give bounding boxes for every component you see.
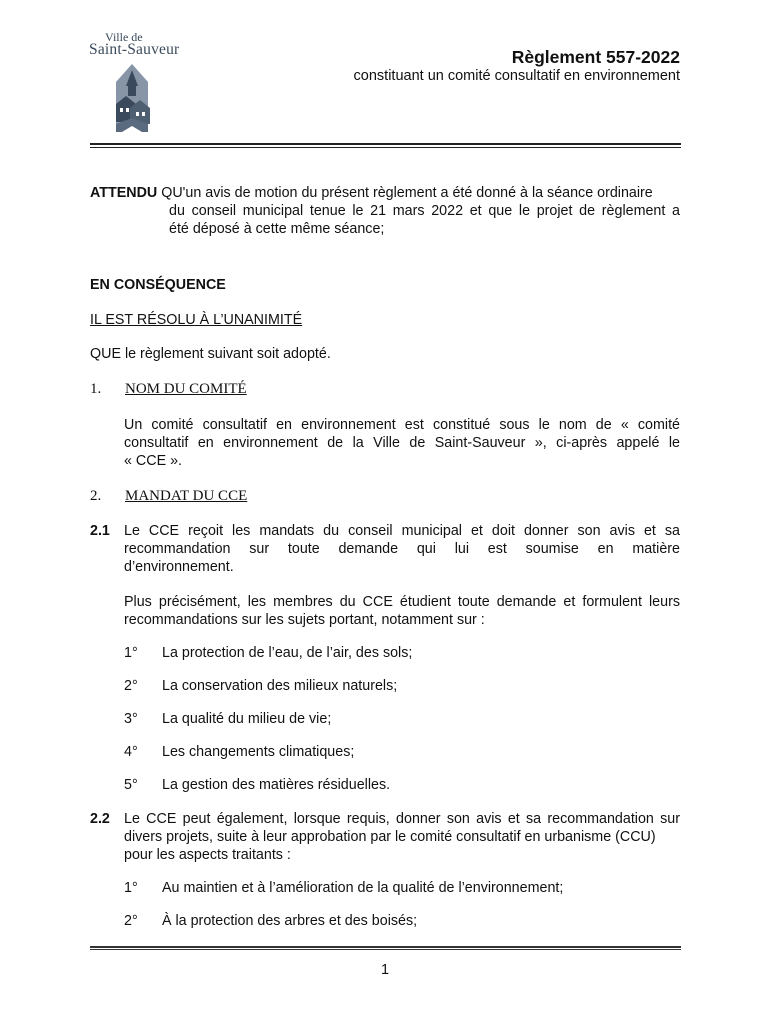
adoption-statement: QUE le règlement suivant soit adopté. <box>90 346 331 362</box>
subsection-2-1-para2-line1: Plus précisément, les membres du CCE étudient toute demande et formulent leurs <box>124 594 680 610</box>
subsection-2-1-line3: d’environnement. <box>124 559 234 575</box>
header-rule <box>90 143 681 145</box>
section-1-heading: NOM DU COMITÉ <box>125 381 247 397</box>
section-1-line1: Un comité consultatif en environnement est constitué sous le nom de « comité <box>124 417 680 433</box>
church-town-logo-icon <box>112 62 152 134</box>
subsection-2-2-line3: pour les aspects traitants : <box>124 847 291 863</box>
list-item: Les changements climatiques; <box>162 744 355 760</box>
list-item-number: 4° <box>124 744 138 760</box>
subsection-2-1-line2: recommandation sur toute demande qui lui est soumise en matière <box>124 541 680 557</box>
section-2-heading: MANDAT DU CCE <box>125 488 248 504</box>
logo-text-ville-de: Ville de <box>105 30 143 44</box>
list-item: Au maintien et à l’amélioration de la qualité de l’environnement; <box>162 880 564 896</box>
subsection-2-2-number: 2.2 <box>90 811 110 827</box>
subsection-2-1-number: 2.1 <box>90 523 110 539</box>
subsection-2-2-line2: divers projets, suite à leur approbation par le comité consultatif en urbanisme (CCU) <box>124 829 656 845</box>
list-item: La conservation des milieux naturels; <box>162 678 398 694</box>
header-rule-thin <box>90 147 681 148</box>
subsection-2-1-line1: Le CCE reçoit les mandats du conseil municipal et doit donner son avis et sa <box>124 523 680 539</box>
attendu-line1 <box>90 184 690 202</box>
footer-rule <box>90 946 681 948</box>
attendu-line2: du conseil municipal tenue le 21 mars 2022 et que le projet de règlement a <box>169 203 680 219</box>
attendu-label: ATTENDU <box>90 185 158 201</box>
logo-text-saint-sauveur: Saint-Sauveur <box>89 41 180 58</box>
footer-rule-thin <box>90 949 681 950</box>
list-item: La gestion des matières résiduelles. <box>162 777 391 793</box>
list-item-number: 2° <box>124 678 138 694</box>
page-title: Règlement 557-2022 <box>511 47 680 67</box>
subsection-2-2-line1: Le CCE peut également, lorsque requis, donner son avis et sa recommandation sur <box>124 811 680 827</box>
list-item: La protection de l’eau, de l’air, des sols; <box>162 645 413 661</box>
page-number: 1 <box>380 962 390 978</box>
list-item: À la protection des arbres et des boisés; <box>162 913 418 929</box>
resolution-heading: IL EST RÉSOLU À L’UNANIMITÉ <box>90 312 303 328</box>
section-1-number: 1. <box>90 381 102 397</box>
consequence-heading: EN CONSÉQUENCE <box>90 277 226 293</box>
list-item-number: 2° <box>124 913 138 929</box>
section-1-line2: consultatif en environnement de la Ville de Saint-Sauveur », ci-après appelé le <box>124 435 680 451</box>
attendu-line3: été déposé à cette même séance; <box>169 221 385 237</box>
attendu-text-1: QU'un avis de motion du présent règlement a été donné à la séance ordinaire <box>161 185 653 201</box>
list-item-number: 1° <box>124 880 138 896</box>
list-item: La qualité du milieu de vie; <box>162 711 332 727</box>
list-item-number: 5° <box>124 777 138 793</box>
list-item-number: 1° <box>124 645 138 661</box>
page-subtitle: constituant un comité consultatif en environnement <box>353 68 680 84</box>
list-item-number: 3° <box>124 711 138 727</box>
subsection-2-1-para2-line2: recommandations sur les sujets portant, notamment sur : <box>124 612 485 628</box>
section-2-number: 2. <box>90 488 102 504</box>
section-1-line3: « CCE ». <box>124 453 183 469</box>
